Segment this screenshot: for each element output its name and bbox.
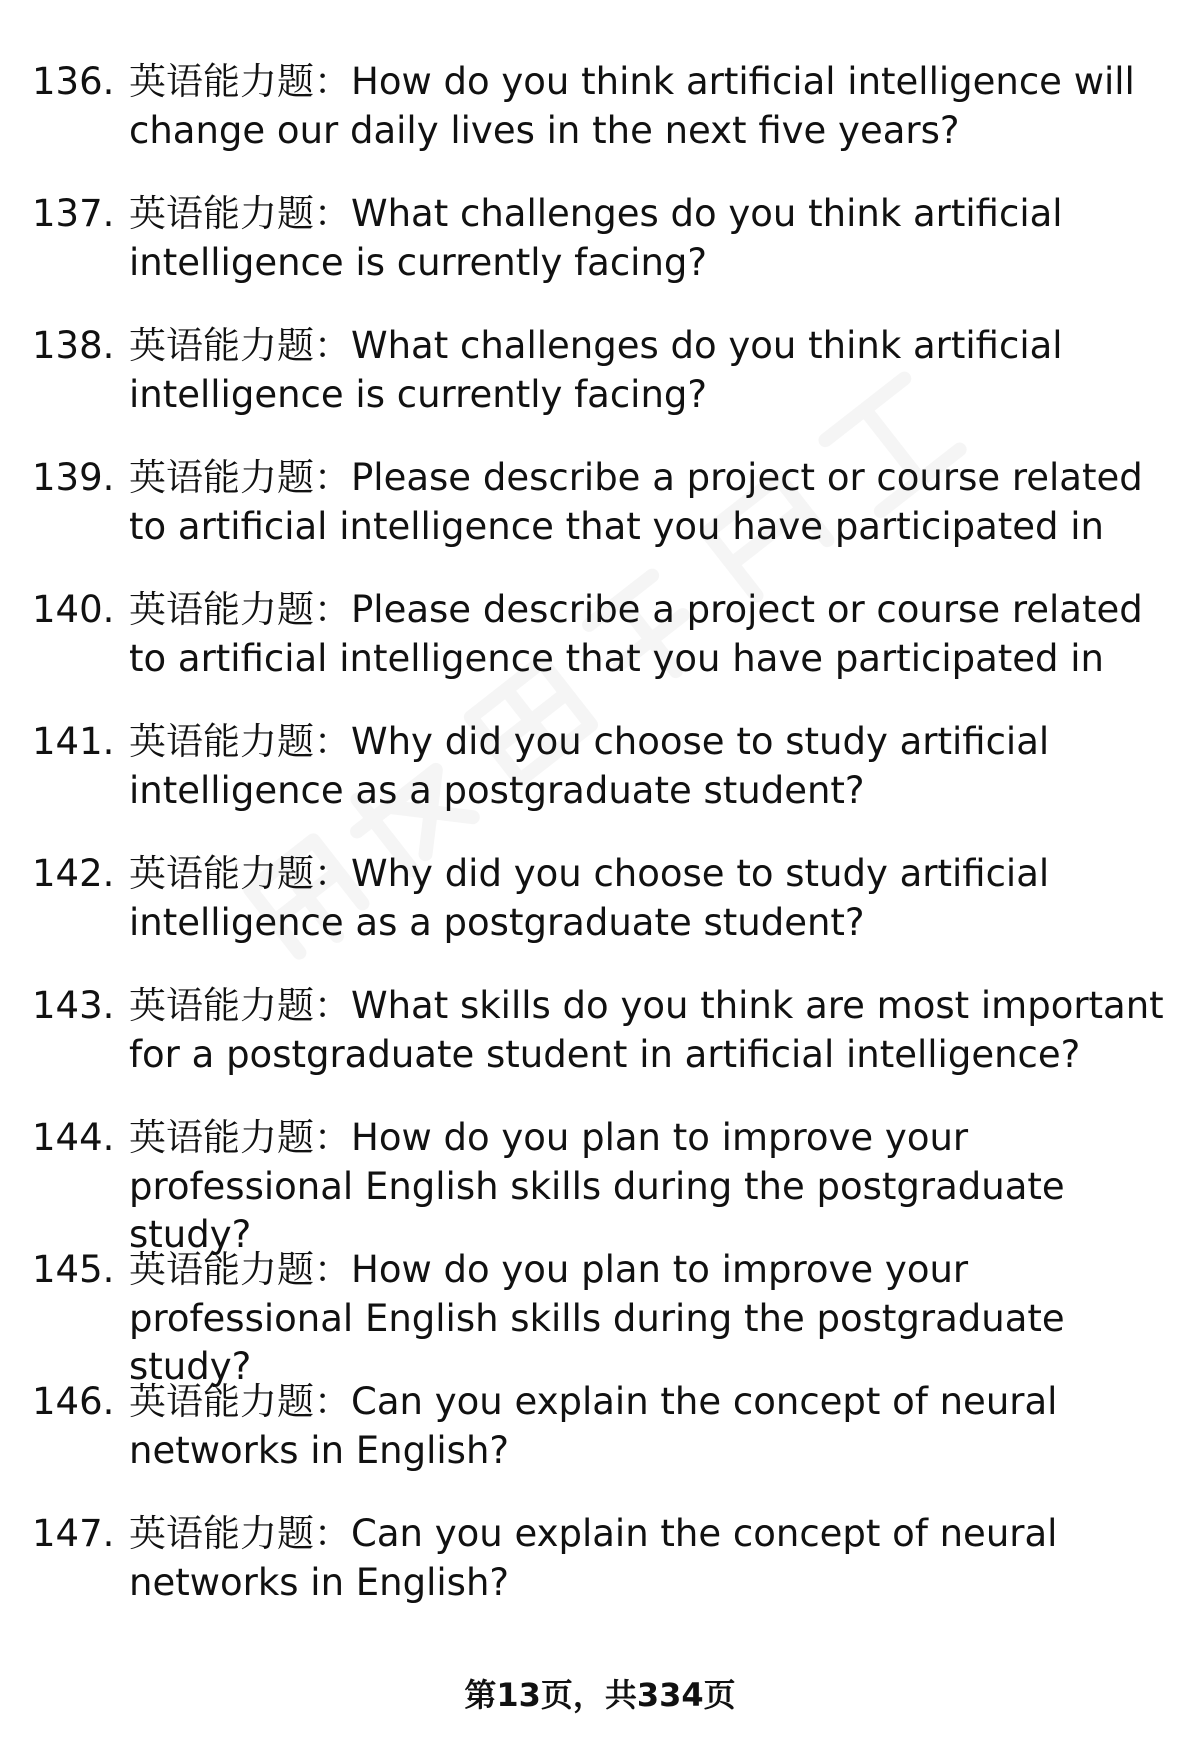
- question-number: 141.: [32, 720, 115, 763]
- question-text: Why did you choose to study artificial intelligence as a postgraduate student?: [129, 852, 1050, 944]
- question-label: 英语能力题：: [129, 60, 351, 103]
- question-item: [32, 982, 1172, 1114]
- question-body: [129, 454, 1172, 551]
- question-text: How do you plan to improve your professional English skills during the postgraduate study?: [129, 1116, 1065, 1256]
- question-body: [129, 322, 1172, 419]
- question-label: 英语能力题：: [129, 588, 351, 631]
- question-label: 英语能力题：: [129, 192, 351, 235]
- question-body: [129, 1114, 1172, 1260]
- question-item: [32, 586, 1172, 718]
- question-item: [32, 190, 1172, 322]
- question-item: [32, 454, 1172, 586]
- question-number: 146.: [32, 1380, 115, 1423]
- question-number: 144.: [32, 1116, 115, 1159]
- question-item: [32, 1510, 1172, 1642]
- question-number: 145.: [32, 1248, 115, 1291]
- question-label: 英语能力题：: [129, 852, 351, 895]
- question-item: [32, 1378, 1172, 1510]
- question-text: How do you think artificial intelligence will change our daily lives in the next five years?: [129, 60, 1135, 152]
- question-body: [129, 1510, 1172, 1607]
- page-number-info: 第13页，共334页: [464, 1676, 736, 1714]
- question-item: [32, 1246, 1172, 1388]
- question-text: Can you explain the concept of neural networks in English?: [129, 1380, 1058, 1472]
- question-body: [129, 586, 1172, 683]
- question-label: 英语能力题：: [129, 1512, 351, 1555]
- question-body: [129, 1378, 1172, 1475]
- question-text: How do you plan to improve your professional English skills during the postgraduate study?: [129, 1248, 1065, 1388]
- question-body: [129, 982, 1172, 1079]
- question-number: 137.: [32, 192, 115, 235]
- question-list: [32, 58, 1172, 1642]
- question-text: What challenges do you think artificial intelligence is currently facing?: [129, 192, 1063, 284]
- question-number: 143.: [32, 984, 115, 1027]
- page-footer: [0, 1675, 1200, 1715]
- question-number: 139.: [32, 456, 115, 499]
- question-label: 英语能力题：: [129, 1248, 351, 1291]
- question-label: 英语能力题：: [129, 1380, 351, 1423]
- question-text: Can you explain the concept of neural networks in English?: [129, 1512, 1058, 1604]
- question-body: [129, 718, 1172, 815]
- question-label: 英语能力题：: [129, 720, 351, 763]
- question-number: 147.: [32, 1512, 115, 1555]
- question-body: [129, 190, 1172, 287]
- question-body: [129, 58, 1172, 155]
- question-text: What challenges do you think artificial intelligence is currently facing?: [129, 324, 1063, 416]
- question-item: [32, 58, 1172, 190]
- question-item: [32, 850, 1172, 982]
- question-item: [32, 322, 1172, 454]
- question-body: [129, 850, 1172, 947]
- question-label: 英语能力题：: [129, 456, 351, 499]
- question-text: Please describe a project or course related to artificial intelligence that you have participated in: [129, 588, 1143, 680]
- question-number: 142.: [32, 852, 115, 895]
- question-text: Please describe a project or course related to artificial intelligence that you have participated in: [129, 456, 1143, 548]
- question-text: What skills do you think are most important for a postgraduate student in artificial intelligence?: [129, 984, 1164, 1076]
- question-label: 英语能力题：: [129, 324, 351, 367]
- question-body: [129, 1246, 1172, 1392]
- question-number: 140.: [32, 588, 115, 631]
- question-text: Why did you choose to study artificial intelligence as a postgraduate student?: [129, 720, 1050, 812]
- question-item: [32, 1114, 1172, 1256]
- question-number: 136.: [32, 60, 115, 103]
- question-label: 英语能力题：: [129, 1116, 351, 1159]
- question-label: 英语能力题：: [129, 984, 351, 1027]
- question-number: 138.: [32, 324, 115, 367]
- question-item: [32, 718, 1172, 850]
